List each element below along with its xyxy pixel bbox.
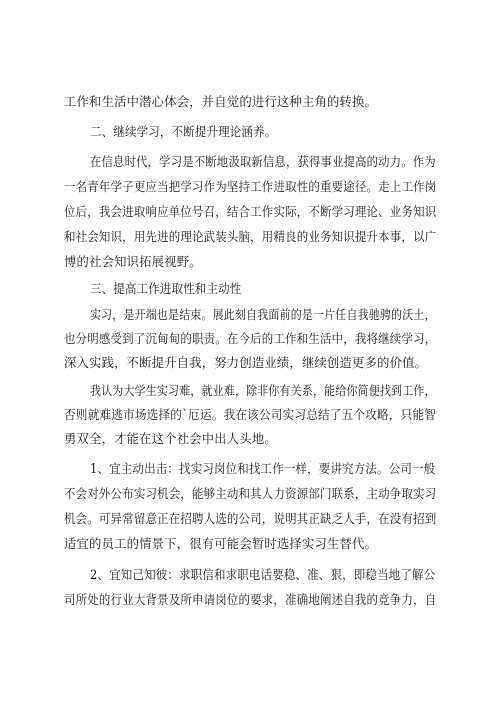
body-text-line: 适宜的员工的情景下，很有可能会暂时选择实习生替代。: [64, 536, 378, 551]
section-heading: 二、继续学习，不断提升理论涵养。: [90, 124, 277, 139]
paragraph-first-line: 实习，是开端也是结束。展此刻自我面前的是一片任自我驰骋的沃土，: [90, 307, 436, 322]
body-text-line: 司所处的行业大背景及所申请岗位的要求，准确地阐述自我的竞争力，自: [64, 592, 437, 607]
body-text-line: 和社会知识，用先进的理论武装头脑，用精良的业务知识提升本事，以广: [64, 229, 437, 244]
body-text-line: 勇双全，才能在这个社会中出人头地。: [64, 431, 277, 446]
body-text-line: 否则就难逃市场选择的`厄运。我在该公司实习总结了五个攻略，只能智: [64, 407, 437, 422]
paragraph-first-line: 2、宜知己知彼：求职信和求职电话要稳、准、狠，即稳当地了解公: [90, 567, 436, 582]
body-text-line: 博的社会知识拓展视野。: [64, 254, 202, 269]
body-text-line: 一名青年学子更应当把学习作为坚持工作进取性的重要途径。走上工作岗: [64, 179, 437, 194]
paragraph-first-line: 1、宜主动出击：找实习岗位和找工作一样，要讲究方法。公司一般: [90, 461, 436, 476]
body-text-line: 也分明感受到了沉甸甸的职责。在今后的工作和生活中，我将继续学习，: [64, 331, 437, 346]
paragraph-first-line: 在信息时代，学习是不断地汲取新信息，获得事业提高的动力。作为: [90, 154, 436, 169]
section-heading: 三、提高工作进取性和主动性: [90, 281, 242, 296]
body-text-line: 位后，我会进取响应单位号召，结合工作实际，不断学习理论、业务知识: [64, 204, 437, 219]
paragraph-first-line: 我认为大学生实习难，就业难，除非你有关系，能给你简便找到工作，: [90, 383, 436, 398]
body-text-line: 深入实践，不断提升自我，努力创造业绩，继续创造更多的价值。: [64, 355, 428, 370]
body-text-line: 机会。可异常留意正在招聘人选的公司，说明其正缺乏人手，在没有招到: [64, 511, 437, 526]
body-text-line: 工作和生活中潜心体会，并自觉的进行这种主角的转换。: [64, 94, 378, 109]
body-text-line: 不会对外公布实习机会，能够主动和其人力资源部门联系，主动争取实习: [64, 486, 437, 501]
